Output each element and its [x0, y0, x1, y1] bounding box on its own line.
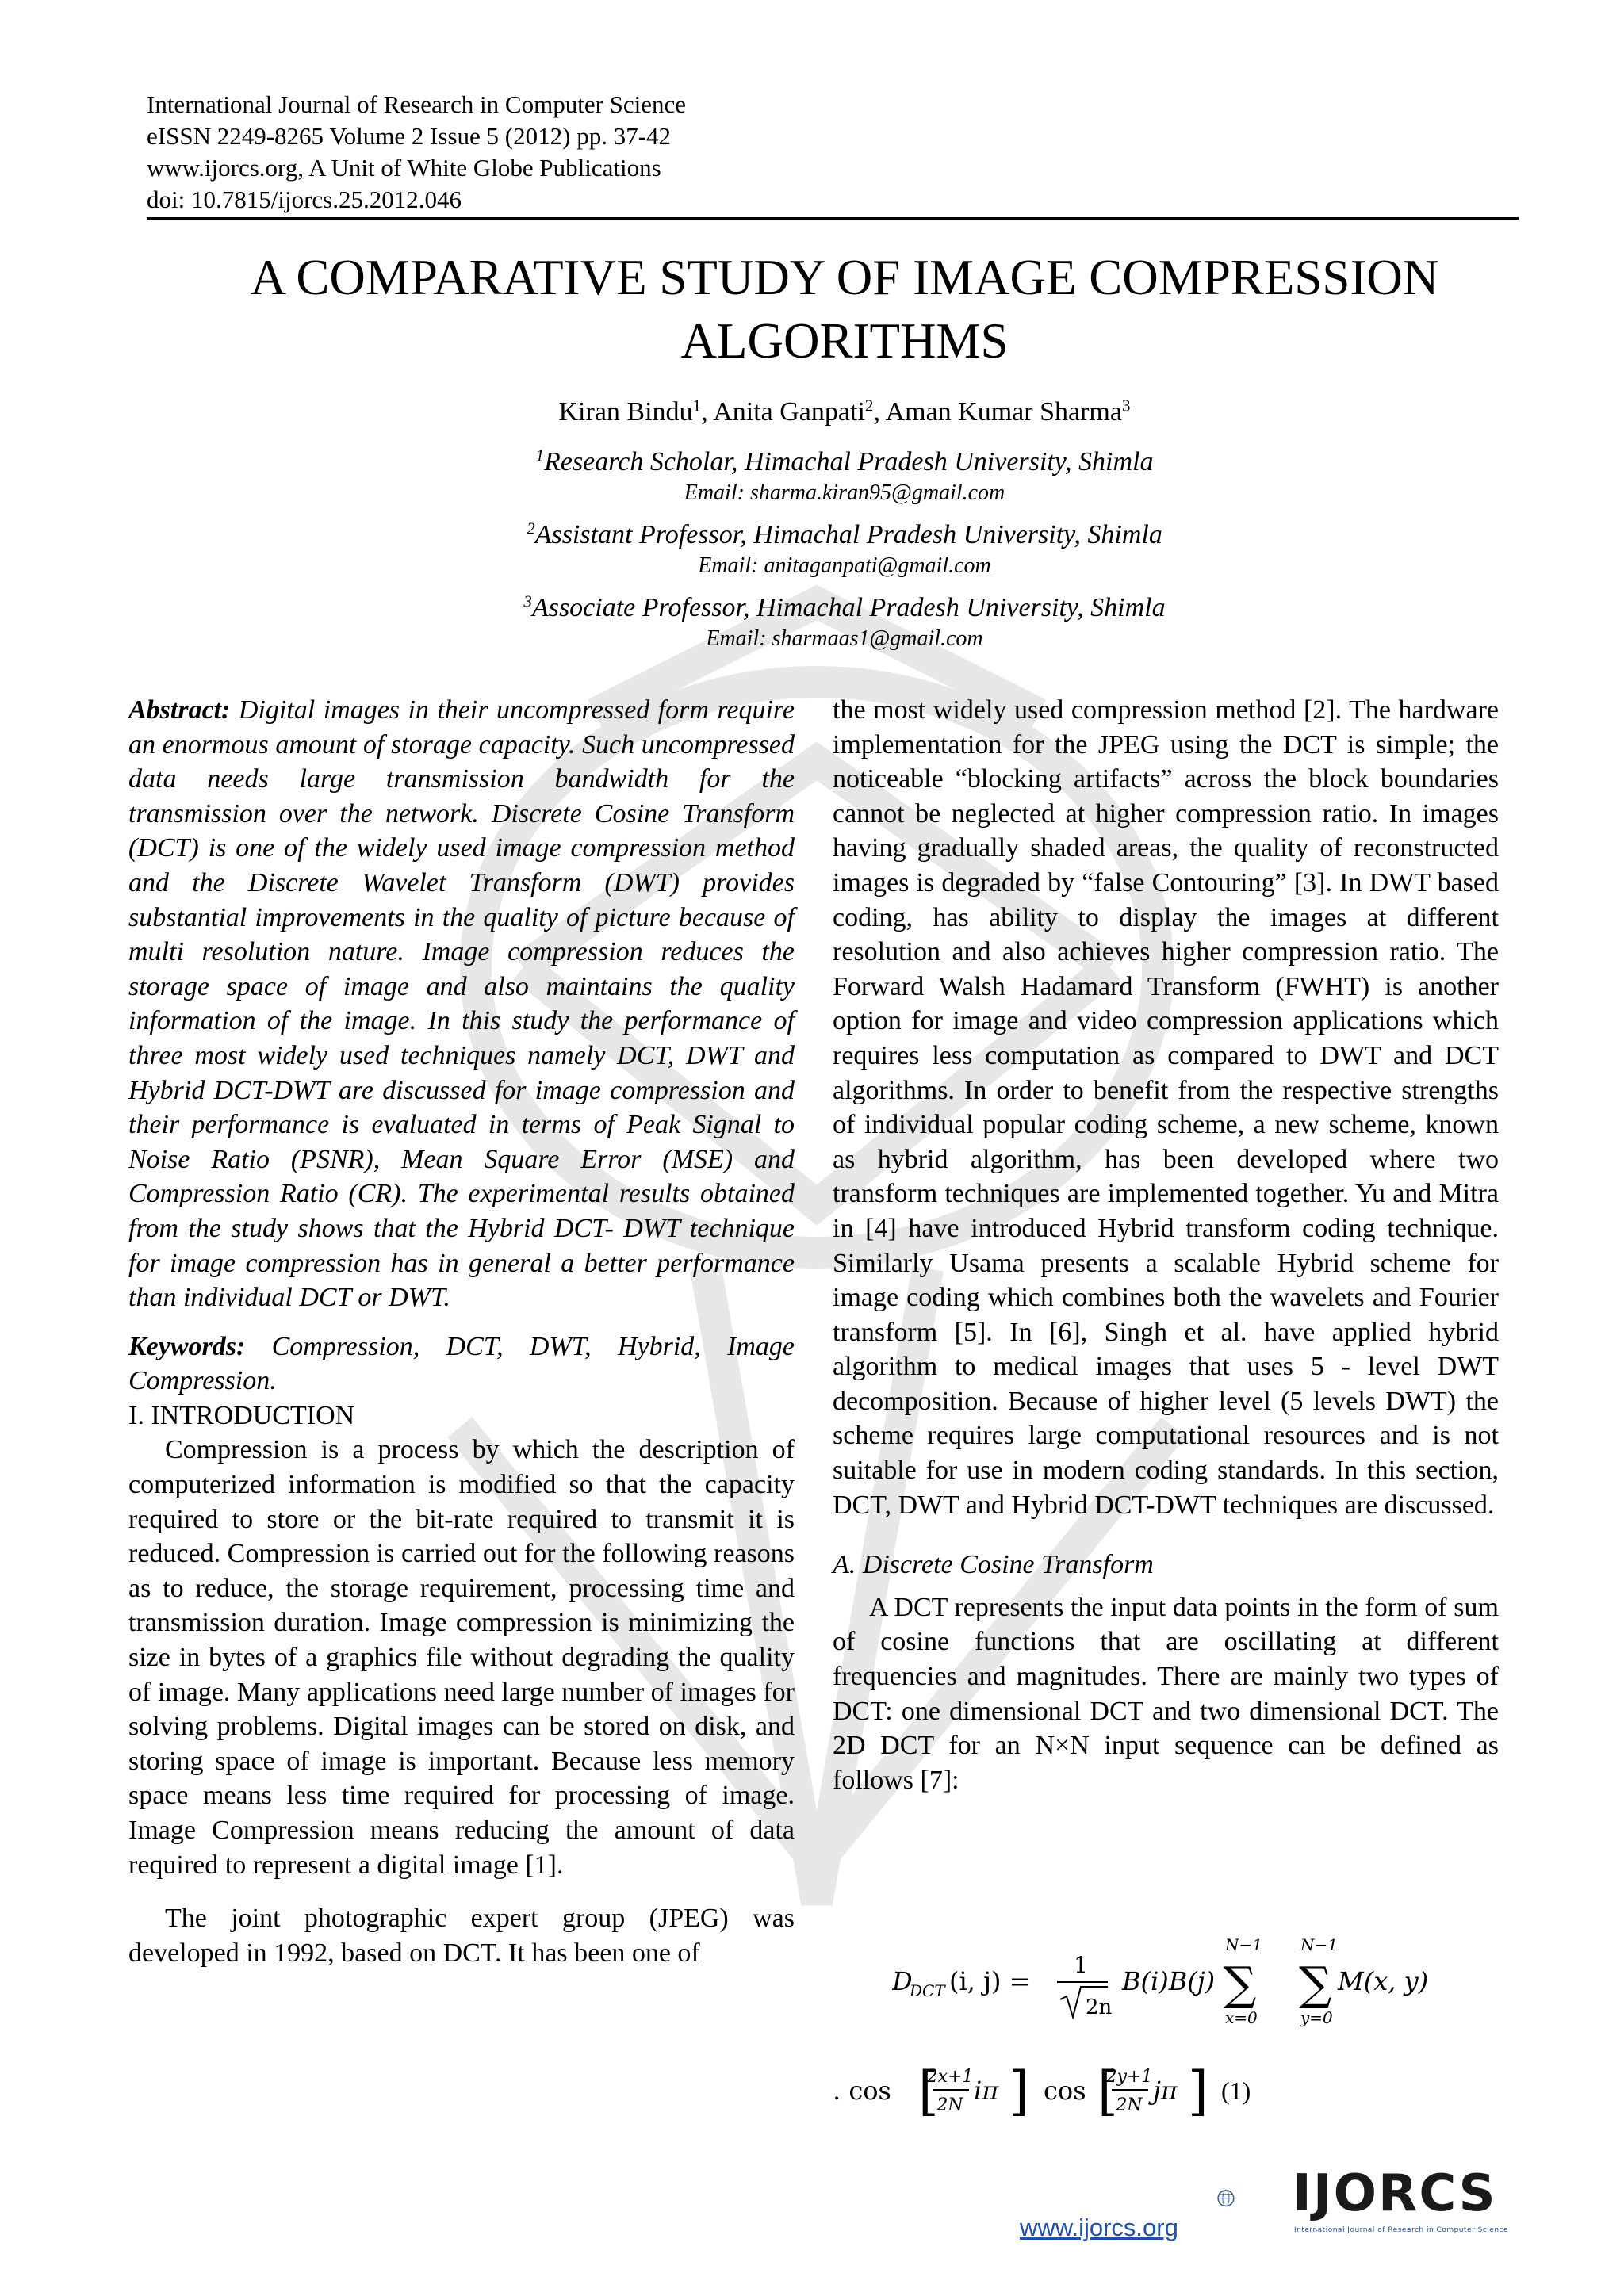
affiliation-2: $^2$Assistant Professor, Himachal Pradesh University, Shimla Email: anitaganpati@gmail.com	[119, 519, 1570, 580]
abstract-label: Abstract:	[128, 695, 231, 725]
eq-lhs-sub: DCT	[910, 1981, 945, 2000]
eq-sum1-lower: x=0	[1225, 2008, 1258, 2027]
author-name: Anita Ganpati	[713, 397, 865, 427]
journal-header	[147, 89, 686, 216]
eq-sum2-sign: ∑	[1299, 1957, 1332, 2011]
affiliation-email: Email: sharmaas1@gmail.com	[706, 626, 983, 651]
affiliation-email: Email: anitaganpati@gmail.com	[698, 553, 991, 578]
author-list: Kiran Bindu$^1$, Anita Ganpati$^2$, Aman Kumar Sharma$^3$	[558, 396, 1131, 427]
eq2-after2: jπ	[1153, 2076, 1178, 2106]
journal-doi: doi: 10.7815/ijorcs.25.2012.046	[147, 186, 462, 213]
author-sup: 1	[692, 396, 702, 415]
affiliation-1: $^1$Research Scholar, Himachal Pradesh University, Shimla Email: sharma.kiran95@gmail.com	[119, 446, 1570, 507]
eq-args: (i, j) =	[949, 1966, 1031, 1996]
eq2-num2: 2y+1	[1105, 2067, 1153, 2087]
affiliation-text: Research Scholar, Himachal Pradesh University, Shimla	[544, 447, 1154, 476]
dct-equation-line-2	[833, 2053, 1435, 2125]
dct-paragraph: A DCT represents the input data points in the form of sum of cosine functions that are oscillating at different frequencies and magnitudes. There are mainly two types of DCT: one dimensional DCT and two dimensional DCT. The 2D DCT for an N×N input sequence can be defined as follows [7]:	[833, 1592, 1499, 1795]
author-name: Aman Kumar Sharma	[885, 397, 1122, 427]
affiliation-text: Associate Professor, Himachal Pradesh University, Shimla	[531, 593, 1166, 622]
section-heading-introduction: I. INTRODUCTION	[128, 1400, 355, 1430]
affiliation-text: Assistant Professor, Himachal Pradesh University, Shimla	[534, 520, 1162, 549]
eq-sum1-upper: N−1	[1225, 1935, 1262, 1954]
eq-frac-num: 1	[1074, 1952, 1088, 1978]
paper-title	[119, 246, 1570, 373]
journal-name: International Journal of Research in Computer Science	[147, 90, 687, 118]
intro-paragraph-1: Compression is a process by which the description of computerized information is modified so that the capacity required to store or the bit-rate required to transmit it is reduced. Compression is carried out for the following reasons as to reduce, the storage requirement, processing time and transmission duration. Image compression is minimizing the size in bytes of a graphics file without degrading the quality of image. Many applications need large number of images for solving problems. Digital images can be stored on disk, and storing space of image is important. Because less memory space means less time required for processing of image. Image Compression means reducing the amount of data required to represent a digital image [1].	[128, 1435, 795, 1880]
eq-sum2-upper: N−1	[1300, 1935, 1338, 1954]
header-rule	[147, 217, 1519, 220]
author-sup: 2	[864, 396, 874, 415]
title-line-2: ALGORITHMS	[680, 313, 1009, 369]
keywords	[128, 1330, 795, 1399]
journal-site: www.ijorcs.org, A Unit of White Globe Publications	[147, 154, 661, 182]
keywords-label: Keywords:	[128, 1331, 246, 1361]
ijorcs-logo-subtitle: International Journal of Research in Computer Science	[1294, 2226, 1509, 2234]
title-line-1: A COMPARATIVE STUDY OF IMAGE COMPRESSION	[250, 250, 1439, 305]
eq2-cos: cos	[1044, 2076, 1086, 2106]
ijorcs-globe-icon	[1213, 2160, 1300, 2240]
eq2-den2: 2N	[1116, 2095, 1143, 2115]
eq2-number: (1)	[1221, 2076, 1251, 2105]
svg-text:]: ]	[1188, 2061, 1208, 2122]
footer-website-link[interactable]: www.ijorcs.org	[1020, 2214, 1178, 2241]
eq2-prefix: . cos	[833, 2076, 891, 2106]
dct-equation	[892, 1934, 1495, 2030]
eq-lhs: D	[892, 1966, 913, 1996]
eq2-den1: 2N	[936, 2095, 963, 2115]
left-column	[128, 693, 795, 1970]
right-paragraph-1: the most widely used compression method [2]. The hardware implementation for the JPEG using the DCT is simple; the noticeable “blocking artifacts” across the block boundaries cannot be neglected at higher compression ratio. In images having gradually shaded areas, the quality of reconstructed images is degraded by “false Contouring” [3]. In DWT based coding, has ability to display the images at different resolution and also achieves higher compression ratio. The Forward Walsh Hadamard Transform (FWHT) is another option for image and video compression applications which requires less computation as compared to DWT and DCT algorithms. In order to benefit from the respective strengths of individual popular coding scheme, a new scheme, known as hybrid algorithm, has been developed where two transform techniques are implemented together. Yu and Mitra in [4] have introduced Hybrid transform coding technique. Similarly Usama presents a scalable Hybrid scheme for image coding which combines both the wavelets and Fourier transform [5]. In [6], Singh et al. have applied hybrid algorithm to medical images that uses 5 - level DWT decomposition. Because of higher level (5 levels DWT) the scheme requires large computational resources and is not suitable for use in modern coding standards. In this section, DCT, DWT and Hybrid DCT-DWT techniques are discussed.	[833, 695, 1499, 1520]
abstract	[128, 693, 795, 1315]
eq-sum2-lower: y=0	[1300, 2008, 1333, 2027]
svg-text:[: [	[918, 2061, 939, 2122]
abstract-text: Digital images in their uncompressed form require an enormous amount of storage capacity. Such uncompressed data needs large transmission bandwidth for the transmission over the network. Discrete Cosine Transform (DCT) is one of the widely used image compression method and the Discrete Wavelet Transform (DWT) provides substantial improvements in the quality of picture because of multi resolution nature. Image compression reduces the storage space of image and also maintains the quality information of the image. In this study the performance of three most widely used techniques namely DCT, DWT and Hybrid DCT-DWT are discussed for image compression and their performance is evaluated in terms of Peak Signal to Noise Ratio (PSNR), Mean Square Error (MSE) and Compression Ratio (CR). The experimental results obtained from the study shows that the Hybrid DCT- DWT technique for image compression has in general a better performance than individual DCT or DWT.	[128, 695, 795, 1313]
right-column	[833, 693, 1499, 1797]
eq-term: M(x, y)	[1338, 1966, 1429, 1996]
subsection-heading-dct: A. Discrete Cosine Transform	[833, 1550, 1154, 1580]
keywords-text: Compression, DCT, DWT, Hybrid, Image Compression.	[128, 1331, 795, 1396]
svg-text:[: [	[1097, 2061, 1118, 2122]
eq-frac-den: 2n	[1086, 1996, 1113, 2019]
affiliation-3: $^3$Associate Professor, Himachal Pradesh University, Shimla Email: sharmaas1@gmail.com	[119, 591, 1570, 653]
eq2-num1: 2x+1	[926, 2067, 974, 2087]
eq-mid: B(i)B(j)	[1122, 1966, 1216, 1996]
ijorcs-logo: IJORCS	[1293, 2164, 1497, 2223]
author-sup: 3	[1121, 396, 1131, 415]
intro-paragraph-2: The joint photographic expert group (JPEG) was developed in 1992, based on DCT. It has been one of	[128, 1904, 795, 1968]
journal-issn: eISSN 2249-8265 Volume 2 Issue 5 (2012) pp. 37-42	[147, 122, 672, 150]
svg-text:]: ]	[1009, 2061, 1029, 2122]
eq2-after1: iπ	[974, 2076, 999, 2106]
affiliation-email: Email: sharma.kiran95@gmail.com	[684, 480, 1005, 505]
eq-sum1-sign: ∑	[1224, 1957, 1257, 2011]
author-name: Kiran Bindu	[558, 397, 693, 427]
